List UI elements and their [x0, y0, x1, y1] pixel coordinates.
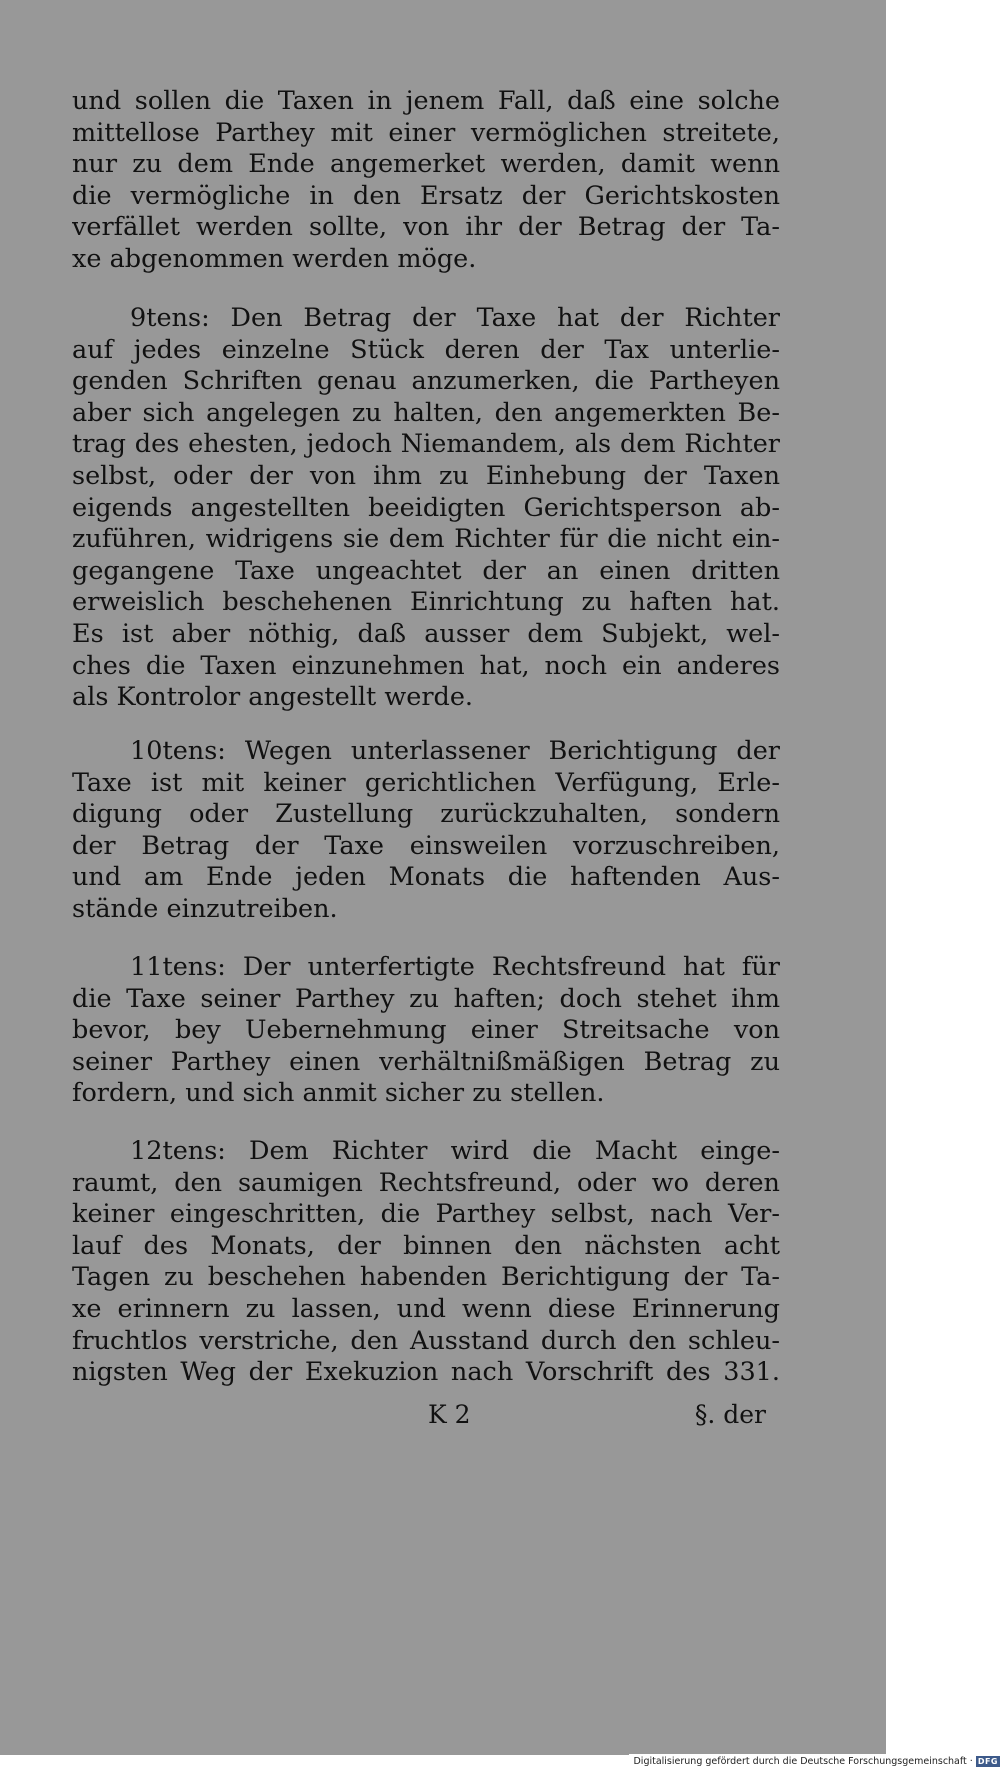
paragraph-11tens: [72, 952, 780, 1110]
paragraph-continuation: [72, 86, 780, 276]
page-footer: [72, 1400, 780, 1434]
catchword: §. der: [694, 1400, 766, 1429]
text-line: eigends angestellten beeidigten Gerichtsperson ab-: [72, 492, 780, 523]
text-line: nigsten Weg der Exekuzion nach Vorschrift des 331.: [72, 1357, 780, 1388]
text-line: 11tens: Der unterfertigte Rechtsfreund hat für: [130, 952, 780, 982]
text-line: 9tens: Den Betrag der Taxe hat der Richter: [130, 303, 780, 333]
text-line: verfället werden sollte, von ihr der Betrag der Ta-: [72, 212, 780, 243]
text-line: auf jedes einzelne Stück deren der Tax unterlie-: [72, 334, 780, 365]
text-line: gegangene Taxe ungeachtet der an einen dritten: [72, 555, 780, 586]
paragraph-12tens: [72, 1136, 780, 1389]
text-line: mittellose Parthey mit einer vermöglichen streitete,: [72, 117, 780, 148]
text-line: die vermögliche in den Ersatz der Gerichtskosten: [72, 180, 780, 211]
signature-mark: K 2: [428, 1400, 471, 1429]
text-line: stände einzutreiben.: [72, 893, 338, 924]
text-line: bevor, bey Uebernehmung einer Streitsache von: [72, 1015, 780, 1046]
paragraph-9tens: [72, 303, 780, 714]
text-line: erweislich beschehenen Einrichtung zu haften hat.: [72, 587, 780, 618]
text-line: und sollen die Taxen in jenem Fall, daß eine solche: [72, 86, 780, 116]
paragraph-10tens: [72, 736, 780, 926]
text-line: lauf des Monats, der binnen den nächsten acht: [72, 1230, 780, 1261]
text-line: und am Ende jeden Monats die haftenden Aus-: [72, 862, 780, 893]
digitization-credit: [629, 1754, 1000, 1769]
text-line: fordern, und sich anmit sicher zu stellen.: [72, 1078, 605, 1109]
text-line: seiner Parthey einen verhältnißmäßigen Betrag zu: [72, 1046, 780, 1077]
text-line: als Kontrolor angestellt werde.: [72, 682, 474, 713]
text-line: Tagen zu beschehen habenden Berichtigung der Ta-: [72, 1262, 780, 1293]
text-line: trag des ehesten, jedoch Niemandem, als dem Richter: [72, 429, 780, 460]
text-line: ches die Taxen einzunehmen hat, noch ein anderes: [72, 650, 780, 681]
text-line: digung oder Zustellung zurückzuhalten, sondern: [72, 799, 780, 830]
text-line: aber sich angelegen zu halten, den angemerkten Be-: [72, 397, 780, 428]
text-line: 12tens: Dem Richter wird die Macht einge-: [130, 1136, 780, 1166]
text-line: raumt, den saumigen Rechtsfreund, oder wo deren: [72, 1167, 780, 1198]
text-line: xe abgenommen werden möge.: [72, 243, 477, 274]
text-line: zuführen, widrigens sie dem Richter für die nicht ein-: [72, 524, 780, 555]
text-line: keiner eingeschritten, die Parthey selbst, nach Ver-: [72, 1199, 780, 1230]
text-line: selbst, oder der von ihm zu Einhebung der Taxen: [72, 460, 780, 491]
credit-text: Digitalisierung gefördert durch die Deutsche Forschungsgemeinschaft ·: [633, 1756, 973, 1767]
dfg-logo: DFG: [977, 1757, 998, 1766]
text-line: Es ist aber nöthig, daß ausser dem Subjekt, wel-: [72, 618, 780, 649]
text-line: Taxe ist mit keiner gerichtlichen Verfügung, Erle-: [72, 767, 780, 798]
text-line: xe erinnern zu lassen, und wenn diese Erinnerung: [72, 1293, 780, 1324]
text-line: 10tens: Wegen unterlassener Berichtigung der: [130, 736, 780, 766]
text-line: nur zu dem Ende angemerket werden, damit wenn: [72, 149, 780, 180]
text-line: genden Schriften genau anzumerken, die Partheyen: [72, 366, 780, 397]
text-line: die Taxe seiner Parthey zu haften; doch stehet ihm: [72, 983, 780, 1014]
text-line: der Betrag der Taxe einsweilen vorzuschreiben,: [72, 830, 780, 861]
text-line: fruchtlos verstriche, den Ausstand durch den schleu-: [72, 1325, 780, 1356]
